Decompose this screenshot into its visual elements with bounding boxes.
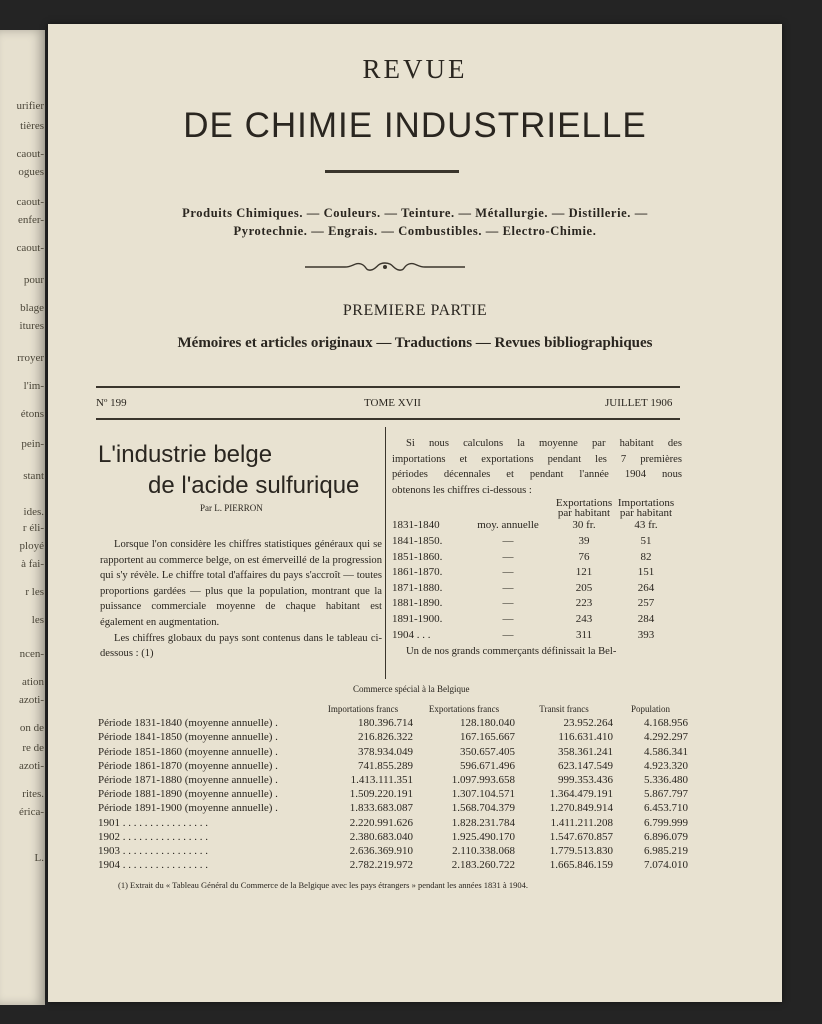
left-page-edge — [0, 30, 45, 1005]
commerce-header-pop: Population — [630, 704, 670, 715]
per-capita-cell-imp: 257 — [637, 597, 655, 610]
commerce-cell-imp: 2.220.991.626 — [349, 816, 413, 829]
article-title-line-2: de l'acide sulfurique — [148, 472, 360, 499]
per-capita-cell-exp: 205 — [575, 581, 593, 594]
commerce-cell-transit: 116.631.410 — [558, 731, 613, 744]
issue-date: JUILLET 1906 — [605, 397, 673, 409]
commerce-row — [98, 844, 688, 858]
commerce-cell-label: Période 1871-1880 (moyenne annuelle) . — [98, 774, 278, 787]
left-page-fragment: re de — [22, 742, 44, 754]
commerce-cell-exp: 596.671.496 — [460, 759, 515, 772]
commerce-cell-imp: 216.826.322 — [358, 731, 413, 744]
per-capita-cell-imp: 43 fr. — [634, 519, 658, 532]
per-capita-cell-exp: 311 — [575, 628, 593, 641]
per-capita-cell-note: — — [502, 612, 514, 625]
commerce-cell-exp: 1.097.993.658 — [451, 774, 515, 787]
commerce-cell-pop: 6.985.219 — [644, 844, 688, 857]
intro-line: Si nous calculons la moyenne par habitant des — [406, 438, 682, 449]
section-subtitle: Mémoires et articles originaux — Traductions — Revues bibliographiques — [177, 335, 653, 351]
article-title-line-1: L'industrie belge — [98, 441, 273, 468]
commerce-row — [98, 730, 688, 744]
commerce-cell-transit: 1.779.513.830 — [549, 844, 613, 857]
left-page-fragment: pein- — [21, 438, 44, 450]
per-capita-cell-note: — — [502, 581, 514, 594]
per-capita-row — [392, 628, 676, 644]
left-page-fragment: blage — [20, 302, 44, 314]
left-page-fragment: l'im- — [23, 380, 44, 392]
left-page-fragment: azoti- — [18, 760, 44, 772]
left-page-fragment: étons — [20, 408, 44, 420]
commerce-cell-label: 1903 . . . . . . . . . . . . . . . . — [98, 844, 208, 857]
per-capita-cell-period: 1881-1890. — [392, 597, 443, 610]
commerce-cell-pop: 4.586.341 — [644, 745, 688, 758]
left-page-fragment: on de — [19, 722, 44, 734]
journal-title: DE CHIMIE INDUSTRIELLE — [183, 106, 647, 145]
commerce-header-transit: Transit francs — [539, 704, 589, 715]
commerce-cell-imp: 378.934.049 — [358, 745, 413, 758]
per-capita-cell-exp: 30 fr. — [572, 519, 596, 532]
per-capita-row — [392, 596, 676, 612]
per-capita-cell-period: 1891-1900. — [392, 612, 443, 625]
per-capita-row — [392, 565, 676, 581]
commerce-cell-transit: 623.147.549 — [558, 759, 613, 772]
per-capita-cell-exp: 76 — [578, 550, 590, 563]
title-rule — [325, 170, 459, 173]
left-page-fragment: caout- — [16, 148, 44, 160]
per-capita-cell-note: moy. annuelle — [477, 519, 539, 532]
paragraph-1: Lorsque l'on considère les chiffres statistiques généraux qui se rapportent au commerce belge, on est émerveillé de la progression qui s'y révèle. Le chiffre total d'affaires du pays s'accroît — toutes proportions gardées — plus que la population, montrant que la puissance commerciale moyenne de chaque habitant est également en augmentation. — [100, 539, 382, 628]
left-page-fragment: r éli- — [22, 522, 44, 534]
per-capita-cell-imp: 151 — [637, 566, 655, 579]
per-capita-cell-note: — — [502, 597, 514, 610]
per-capita-cell-period: 1831-1840 — [392, 519, 440, 532]
commerce-cell-pop: 4.923.320 — [644, 759, 688, 772]
commerce-cell-label: 1901 . . . . . . . . . . . . . . . . — [98, 816, 208, 829]
left-page-fragment: urifier — [16, 100, 44, 112]
per-capita-cell-period: 1851-1860. — [392, 550, 443, 563]
left-page-fragment: ogues — [18, 166, 44, 178]
left-page-fragment: azoti- — [18, 694, 44, 706]
commerce-cell-imp: 2.782.219.972 — [349, 859, 413, 872]
commerce-cell-exp: 1.925.490.170 — [451, 830, 515, 843]
commerce-cell-exp: 350.657.405 — [460, 745, 515, 758]
commerce-footnote: (1) Extrait du « Tableau Général du Commerce de la Belgique avec les pays étrangers » pendant les années 1831 à 1904. — [118, 880, 528, 890]
left-page-fragment: itures — [19, 320, 44, 332]
section-partie: PREMIERE PARTIE — [342, 302, 488, 319]
article-right-column — [392, 436, 682, 660]
commerce-row — [98, 801, 688, 815]
intro-line: importations et exportations pendant les 7 premières — [392, 453, 682, 465]
left-page-fragment: tières — [20, 120, 44, 132]
intro-line: périodes décennales et pendant l'année 1904 nous — [392, 469, 682, 481]
per-capita-cell-exp: 223 — [575, 597, 593, 610]
journal-revue: REVUE — [362, 54, 468, 84]
left-page-fragment: les — [31, 614, 44, 626]
commerce-row — [98, 816, 688, 830]
issue-tome: TOME XVII — [364, 397, 421, 409]
commerce-cell-imp: 2.380.683.040 — [349, 830, 413, 843]
left-page-fragment: caout- — [16, 196, 44, 208]
issue-number: Nº 199 — [96, 397, 127, 409]
per-capita-header-exp: Exportations par habitant — [555, 497, 613, 520]
per-capita-cell-imp: 393 — [637, 628, 655, 641]
per-capita-cell-imp: 82 — [640, 550, 652, 563]
commerce-row — [98, 745, 688, 759]
commerce-header-imp: Importations francs — [327, 704, 399, 715]
commerce-cell-label: Période 1831-1840 (moyenne annuelle) . — [98, 717, 278, 730]
commerce-cell-imp: 1.509.220.191 — [349, 788, 413, 801]
article-byline: Par L. PIERRON — [200, 503, 263, 513]
per-capita-cell-imp: 51 — [640, 534, 652, 547]
per-capita-row — [392, 518, 676, 534]
per-capita-cell-period: 1861-1870. — [392, 566, 443, 579]
commerce-cell-exp: 2.183.260.722 — [451, 859, 515, 872]
left-page-fragment: ation — [22, 676, 44, 688]
commerce-cell-exp: 167.165.667 — [460, 731, 515, 744]
commerce-cell-exp: 1.568.704.379 — [451, 802, 515, 815]
commerce-cell-transit: 1.364.479.191 — [549, 788, 613, 801]
per-capita-row — [392, 550, 676, 566]
commerce-cell-imp: 180.396.714 — [358, 717, 413, 730]
commerce-cell-pop: 6.896.079 — [644, 830, 688, 843]
commerce-cell-transit: 1.665.846.159 — [549, 859, 613, 872]
left-page-fragment: enfer- — [17, 214, 44, 226]
commerce-row — [98, 858, 688, 872]
commerce-cell-pop: 6.453.710 — [644, 802, 688, 815]
commerce-cell-label: Période 1851-1860 (moyenne annuelle) . — [98, 745, 278, 758]
commerce-cell-pop: 4.168.956 — [644, 717, 688, 730]
commerce-cell-imp: 741.855.289 — [358, 759, 413, 772]
per-capita-cell-exp: 39 — [578, 534, 590, 547]
commerce-cell-label: Période 1881-1890 (moyenne annuelle) . — [98, 788, 278, 801]
right-outro: Un de nos grands commerçants définissait la Bel- — [406, 646, 617, 658]
commerce-row — [98, 759, 688, 773]
commerce-cell-transit: 1.411.211.208 — [550, 816, 613, 829]
commerce-cell-exp: 1.307.104.571 — [451, 788, 515, 801]
commerce-cell-pop: 5.867.797 — [644, 788, 688, 801]
per-capita-cell-imp: 264 — [637, 581, 655, 594]
commerce-cell-pop: 5.336.480 — [644, 774, 688, 787]
commerce-cell-label: Période 1841-1850 (moyenne annuelle) . — [98, 731, 278, 744]
per-capita-cell-imp: 284 — [637, 612, 655, 625]
commerce-cell-pop: 6.799.999 — [644, 816, 688, 829]
topics-line-1: Produits Chimiques. — Couleurs. — Teinture. — Métallurgie. — Distillerie. — — [182, 206, 648, 220]
topics-line-2: Pyrotechnie. — Engrais. — Combustibles. — Electro-Chimie. — [233, 224, 597, 238]
left-page-fragment: ides. — [23, 506, 44, 518]
commerce-cell-pop: 4.292.297 — [644, 731, 688, 744]
per-capita-cell-exp: 121 — [575, 566, 593, 579]
left-page-fragment: L. — [34, 852, 44, 864]
intro-line: obtenons les chiffres ci-dessous : — [392, 484, 532, 496]
commerce-cell-transit: 358.361.241 — [558, 745, 613, 758]
left-page-fragment: à fai- — [21, 558, 44, 570]
column-divider — [385, 427, 386, 679]
commerce-cell-label: Période 1891-1900 (moyenne annuelle) . — [98, 802, 278, 815]
article-left-column — [100, 537, 382, 662]
commerce-cell-exp: 2.110.338.068 — [452, 844, 515, 857]
left-page-fragment: r les — [25, 586, 44, 598]
journal-page — [48, 24, 782, 1002]
per-capita-cell-note: — — [502, 628, 514, 641]
left-page-fragment: ncen- — [19, 648, 44, 660]
commerce-cell-imp: 2.636.369.910 — [349, 844, 413, 857]
commerce-row — [98, 830, 688, 844]
per-capita-cell-period: 1904 . . . — [392, 628, 431, 641]
commerce-cell-transit: 999.353.436 — [558, 774, 613, 787]
commerce-row — [98, 716, 688, 730]
per-capita-cell-period: 1841-1850. — [392, 534, 443, 547]
per-capita-cell-note: — — [502, 566, 514, 579]
commerce-table — [98, 700, 688, 872]
commerce-cell-transit: 1.547.670.857 — [549, 830, 613, 843]
left-page-fragment: stant — [23, 470, 44, 482]
header-rule-bottom — [96, 418, 680, 420]
left-page-fragment: ployé — [19, 540, 44, 552]
ornament-divider — [305, 260, 465, 279]
left-page-fragment: pour — [23, 274, 44, 286]
commerce-table-caption: Commerce spécial à la Belgique — [353, 684, 470, 694]
commerce-row — [98, 787, 688, 801]
per-capita-cell-note: — — [502, 550, 514, 563]
per-capita-row — [392, 581, 676, 597]
header-rule-top — [96, 386, 680, 388]
commerce-cell-exp: 1.828.231.784 — [451, 816, 515, 829]
per-capita-row — [392, 534, 676, 550]
commerce-row — [98, 773, 688, 787]
left-page-fragment: rites. — [22, 788, 44, 800]
commerce-cell-imp: 1.413.111.351 — [350, 774, 413, 787]
per-capita-row — [392, 612, 676, 628]
left-page-fragment: rroyer — [17, 352, 44, 364]
commerce-cell-transit: 1.270.849.914 — [549, 802, 613, 815]
left-page-fragment: caout- — [16, 242, 44, 254]
commerce-header-exp: Exportations francs — [428, 704, 500, 715]
paragraph-2: Les chiffres globaux du pays sont contenus dans le tableau ci-dessous : (1) — [100, 632, 382, 660]
per-capita-cell-period: 1871-1880. — [392, 581, 443, 594]
commerce-cell-label: 1902 . . . . . . . . . . . . . . . . — [98, 830, 208, 843]
commerce-cell-transit: 23.952.264 — [563, 717, 613, 730]
per-capita-cell-exp: 243 — [575, 612, 593, 625]
commerce-cell-imp: 1.833.683.087 — [349, 802, 413, 815]
per-capita-table — [392, 498, 676, 643]
commerce-cell-pop: 7.074.010 — [644, 859, 688, 872]
per-capita-header-imp: Importations par habitant — [617, 497, 675, 520]
commerce-cell-exp: 128.180.040 — [460, 717, 515, 730]
per-capita-cell-note: — — [502, 534, 514, 547]
commerce-cell-label: 1904 . . . . . . . . . . . . . . . . — [98, 859, 208, 872]
commerce-cell-label: Période 1861-1870 (moyenne annuelle) . — [98, 759, 278, 772]
left-page-fragment: érica- — [18, 806, 44, 818]
